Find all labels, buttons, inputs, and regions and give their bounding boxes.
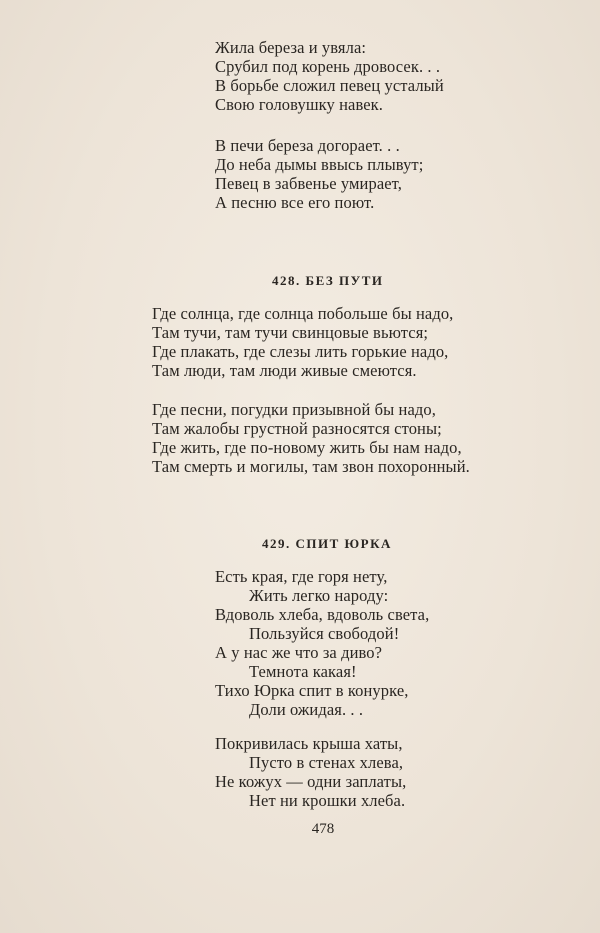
poem-line: Доли ожидая. . . <box>249 700 364 719</box>
poem-line: Где песни, погудки призывной бы надо, <box>152 400 436 419</box>
poem-line: Пусто в стенах хлева, <box>249 753 404 772</box>
poem-line: В борьбе сложил певец усталый <box>215 76 444 95</box>
stanza <box>152 400 470 476</box>
poem-line: А песню все его поют. <box>215 193 375 212</box>
stanza <box>152 304 453 380</box>
poem-line: Где жить, где по-новому жить бы нам надо, <box>152 438 462 457</box>
poem-title: 428. БЕЗ ПУТИ <box>272 273 384 288</box>
poem-line: Жить легко народу: <box>249 586 389 605</box>
stanza <box>215 136 423 212</box>
poem-line: Где плакать, где слезы лить горькие надо, <box>152 342 449 361</box>
poem-line: До неба дымы ввысь плывут; <box>215 155 424 174</box>
poem-line: Свою головушку навек. <box>215 95 384 114</box>
poem-line: Там люди, там люди живые смеются. <box>152 361 417 380</box>
poem-line: Покривилась крыша хаты, <box>215 734 403 753</box>
stanza <box>215 734 406 810</box>
poem-line: Пользуйся свободой! <box>249 624 400 643</box>
poem-line: Срубил под корень дровосек. . . <box>215 57 441 76</box>
poem-line: В печи береза догорает. . . <box>215 136 400 155</box>
page-number: 478 <box>311 821 335 837</box>
poem-line: Нет ни крошки хлеба. <box>249 791 406 810</box>
poem-line: Темнота какая! <box>249 662 357 681</box>
poem-line: Там жалобы грустной разносятся стоны; <box>152 419 442 438</box>
poem-line: Вдоволь хлеба, вдоволь света, <box>215 605 430 624</box>
poem-line: Тихо Юрка спит в конурке, <box>215 681 409 700</box>
poem-line: Жила береза и увяла: <box>215 38 367 57</box>
poem-line: Не кожух — одни заплаты, <box>215 772 407 791</box>
stanza <box>215 567 429 719</box>
stanza <box>215 38 444 114</box>
poem-line: А у нас же что за диво? <box>215 643 383 662</box>
poem-line: Там смерть и могилы, там звон похоронный. <box>152 457 470 476</box>
poem-line: Есть края, где горя нету, <box>215 567 388 586</box>
poem-line: Певец в забвенье умирает, <box>215 174 402 193</box>
poem-line: Там тучи, там тучи свинцовые вьются; <box>152 323 429 342</box>
poem-line: Где солнца, где солнца побольше бы надо, <box>152 304 454 323</box>
poem-title: 429. СПИТ ЮРКА <box>262 536 392 551</box>
